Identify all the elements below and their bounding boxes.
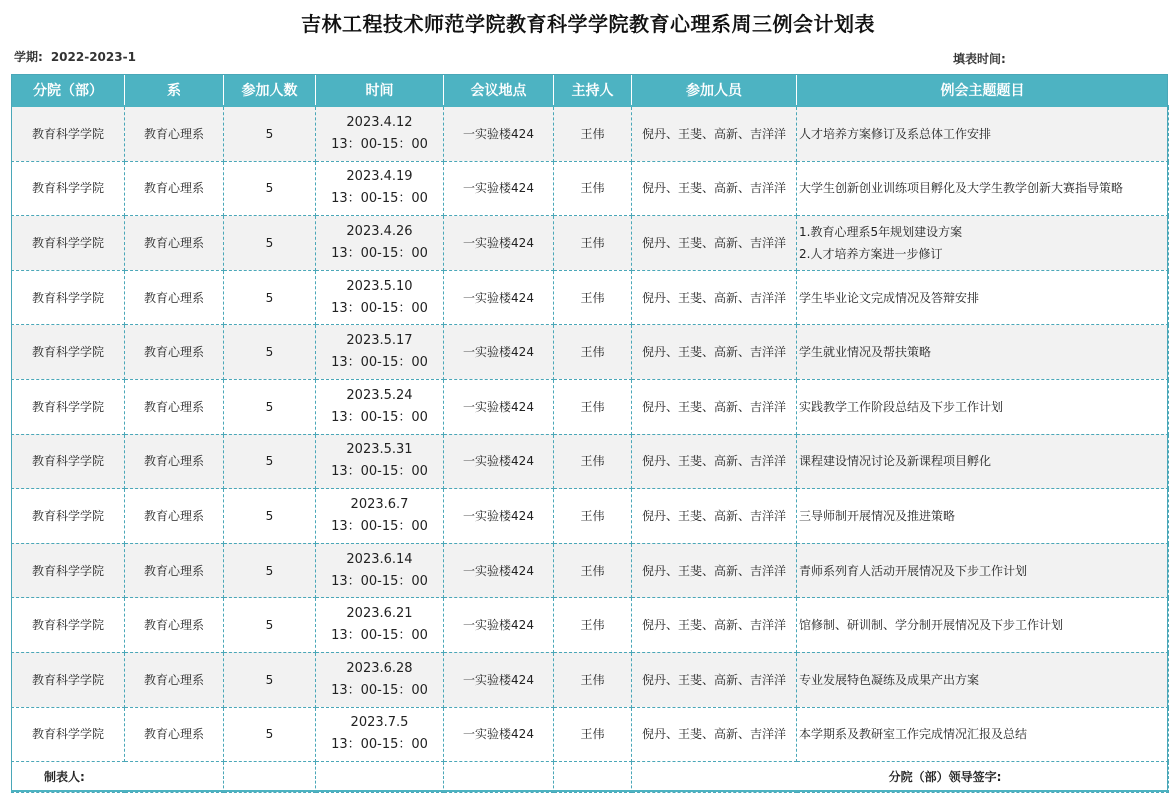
meeting-date: 2023.6.7 — [350, 496, 409, 512]
cell-place: 一实验楼424 — [444, 598, 554, 653]
cell-members: 倪丹、王斐、高新、吉洋洋 — [632, 270, 797, 325]
meeting-date: 2023.6.21 — [346, 606, 413, 622]
cell-college: 教育科学学院 — [12, 325, 125, 380]
cell-topic — [797, 379, 1169, 434]
table-row — [12, 379, 1169, 434]
meeting-date: 2023.4.19 — [346, 169, 413, 185]
cell-topic — [797, 652, 1169, 707]
cell-dept: 教育心理系 — [125, 379, 224, 434]
topic-line: 大学生创新创业训练项目孵化及大学生教学创新大赛指导策略 — [799, 181, 1124, 196]
footer-blank-host — [554, 762, 632, 793]
cell-count: 5 — [224, 434, 316, 489]
cell-topic — [797, 161, 1169, 216]
table-row — [12, 106, 1169, 161]
cell-place: 一实验楼424 — [444, 325, 554, 380]
cell-count: 5 — [224, 707, 316, 762]
table-row — [12, 161, 1169, 216]
cell-dept: 教育心理系 — [125, 161, 224, 216]
header-topic: 例会主题题目 — [797, 75, 1169, 107]
topic-line: 学生毕业论文完成情况及答辩安排 — [799, 290, 980, 305]
cell-topic — [797, 489, 1169, 544]
cell-count: 5 — [224, 543, 316, 598]
cell-time — [316, 325, 444, 380]
header-place: 会议地点 — [444, 75, 554, 107]
cell-dept: 教育心理系 — [125, 325, 224, 380]
cell-college: 教育科学学院 — [12, 707, 125, 762]
cell-members: 倪丹、王斐、高新、吉洋洋 — [632, 161, 797, 216]
table-row — [12, 489, 1169, 544]
cell-topic — [797, 543, 1169, 598]
meeting-time: 13：00-15：00 — [331, 409, 428, 425]
meeting-date: 2023.5.24 — [346, 387, 413, 403]
meeting-time: 13：00-15：00 — [331, 518, 428, 534]
cell-host: 王伟 — [554, 434, 632, 489]
cell-members: 倪丹、王斐、高新、吉洋洋 — [632, 543, 797, 598]
meeting-date: 2023.5.10 — [346, 278, 413, 294]
meeting-date: 2023.5.31 — [346, 442, 413, 458]
cell-place: 一实验楼424 — [444, 434, 554, 489]
cell-time — [316, 598, 444, 653]
table-row — [12, 434, 1169, 489]
meeting-date: 2023.4.12 — [346, 114, 413, 130]
term-value: 2022-2023-1 — [50, 50, 136, 64]
cell-time — [316, 161, 444, 216]
footer-blank-count — [224, 762, 316, 793]
cell-time — [316, 216, 444, 271]
topic-line: 馆修制、研训制、学分制开展情况及下步工作计划 — [799, 618, 1064, 633]
meeting-time: 13：00-15：00 — [331, 300, 428, 316]
cell-dept: 教育心理系 — [125, 489, 224, 544]
cell-members: 倪丹、王斐、高新、吉洋洋 — [632, 598, 797, 653]
table-body — [12, 106, 1169, 793]
cell-college: 教育科学学院 — [12, 106, 125, 161]
cell-members: 倪丹、王斐、高新、吉洋洋 — [632, 434, 797, 489]
cell-time — [316, 489, 444, 544]
cell-host: 王伟 — [554, 216, 632, 271]
table-row — [12, 598, 1169, 653]
cell-place: 一实验楼424 — [444, 270, 554, 325]
meeting-time: 13：00-15：00 — [331, 136, 428, 152]
meeting-date: 2023.6.28 — [346, 660, 413, 676]
cell-count: 5 — [224, 652, 316, 707]
fill-time-label: 填表时间: — [953, 52, 1006, 66]
cell-place: 一实验楼424 — [444, 379, 554, 434]
leader-sign-label: 分院（部）领导签字: — [632, 762, 1169, 793]
cell-members: 倪丹、王斐、高新、吉洋洋 — [632, 216, 797, 271]
topic-line: 三导师制开展情况及推进策略 — [799, 508, 956, 523]
cell-dept: 教育心理系 — [125, 106, 224, 161]
meeting-time: 13：00-15：00 — [331, 355, 428, 371]
meeting-time: 13：00-15：00 — [331, 628, 428, 644]
cell-college: 教育科学学院 — [12, 379, 125, 434]
cell-dept: 教育心理系 — [125, 543, 224, 598]
meeting-time: 13：00-15：00 — [331, 464, 428, 480]
cell-place: 一实验楼424 — [444, 216, 554, 271]
header-time: 时间 — [316, 75, 444, 107]
term-label: 学期: — [14, 50, 43, 64]
cell-count: 5 — [224, 325, 316, 380]
cell-members: 倪丹、王斐、高新、吉洋洋 — [632, 379, 797, 434]
table-row — [12, 543, 1169, 598]
table-row — [12, 325, 1169, 380]
cell-place: 一实验楼424 — [444, 652, 554, 707]
header-count: 参加人数 — [224, 75, 316, 107]
meeting-plan-table — [11, 74, 1169, 793]
cell-college: 教育科学学院 — [12, 652, 125, 707]
cell-count: 5 — [224, 161, 316, 216]
table-header-row — [12, 75, 1169, 107]
cell-time — [316, 707, 444, 762]
topic-line: 学生就业情况及帮扶策略 — [799, 345, 932, 360]
cell-time — [316, 434, 444, 489]
cell-time — [316, 543, 444, 598]
meeting-time: 13：00-15：00 — [331, 737, 428, 753]
table-row — [12, 707, 1169, 762]
meeting-time: 13：00-15：00 — [331, 245, 428, 261]
meeting-time: 13：00-15：00 — [331, 573, 428, 589]
cell-dept: 教育心理系 — [125, 652, 224, 707]
header-host: 主持人 — [554, 75, 632, 107]
maker-label: 制表人: — [12, 762, 224, 793]
cell-college: 教育科学学院 — [12, 161, 125, 216]
term-info — [14, 48, 136, 65]
cell-time — [316, 652, 444, 707]
cell-college: 教育科学学院 — [12, 598, 125, 653]
cell-members: 倪丹、王斐、高新、吉洋洋 — [632, 707, 797, 762]
cell-college: 教育科学学院 — [12, 434, 125, 489]
cell-host: 王伟 — [554, 379, 632, 434]
cell-time — [316, 270, 444, 325]
cell-topic — [797, 434, 1169, 489]
cell-host: 王伟 — [554, 543, 632, 598]
cell-college: 教育科学学院 — [12, 543, 125, 598]
cell-members: 倪丹、王斐、高新、吉洋洋 — [632, 106, 797, 161]
cell-place: 一实验楼424 — [444, 707, 554, 762]
cell-host: 王伟 — [554, 106, 632, 161]
topic-line: 课程建设情况讨论及新课程项目孵化 — [799, 454, 992, 469]
cell-host: 王伟 — [554, 270, 632, 325]
cell-dept: 教育心理系 — [125, 434, 224, 489]
cell-place: 一实验楼424 — [444, 543, 554, 598]
page-title: 吉林工程技术师范学院教育科学学院教育心理系周三例会计划表 — [301, 12, 875, 36]
cell-topic — [797, 270, 1169, 325]
cell-time — [316, 379, 444, 434]
cell-members: 倪丹、王斐、高新、吉洋洋 — [632, 325, 797, 380]
cell-host: 王伟 — [554, 707, 632, 762]
cell-place: 一实验楼424 — [444, 161, 554, 216]
cell-members: 倪丹、王斐、高新、吉洋洋 — [632, 652, 797, 707]
cell-host: 王伟 — [554, 489, 632, 544]
cell-dept: 教育心理系 — [125, 270, 224, 325]
topic-line: 2.人才培养方案进一步修订 — [799, 246, 943, 261]
topic-line: 本学期系及教研室工作完成情况汇报及总结 — [799, 727, 1028, 742]
cell-members: 倪丹、王斐、高新、吉洋洋 — [632, 489, 797, 544]
header-dept: 系 — [125, 75, 224, 107]
footer-blank-time — [316, 762, 444, 793]
topic-line: 人才培养方案修订及系总体工作安排 — [799, 126, 992, 141]
cell-place: 一实验楼424 — [444, 106, 554, 161]
footer-blank-place — [444, 762, 554, 793]
cell-dept: 教育心理系 — [125, 707, 224, 762]
cell-topic — [797, 598, 1169, 653]
cell-topic — [797, 325, 1169, 380]
cell-college: 教育科学学院 — [12, 216, 125, 271]
cell-host: 王伟 — [554, 161, 632, 216]
meeting-time: 13：00-15：00 — [331, 682, 428, 698]
meeting-date: 2023.4.26 — [346, 223, 413, 239]
meeting-date: 2023.5.17 — [346, 333, 413, 349]
cell-dept: 教育心理系 — [125, 216, 224, 271]
cell-place: 一实验楼424 — [444, 489, 554, 544]
meeting-time: 13：00-15：00 — [331, 191, 428, 207]
table-row — [12, 652, 1169, 707]
cell-count: 5 — [224, 379, 316, 434]
topic-line: 实践教学工作阶段总结及下步工作计划 — [799, 399, 1004, 414]
header-college: 分院（部） — [12, 75, 125, 107]
meeting-date: 2023.7.5 — [350, 715, 409, 731]
meeting-date: 2023.6.14 — [346, 551, 413, 567]
cell-time — [316, 106, 444, 161]
header-members: 参加人员 — [632, 75, 797, 107]
cell-count: 5 — [224, 216, 316, 271]
cell-college: 教育科学学院 — [12, 489, 125, 544]
topic-line: 1.教育心理系5年规划建设方案 — [799, 224, 963, 239]
cell-count: 5 — [224, 598, 316, 653]
cell-college: 教育科学学院 — [12, 270, 125, 325]
cell-host: 王伟 — [554, 325, 632, 380]
table-bottom-line — [11, 790, 1168, 792]
cell-host: 王伟 — [554, 652, 632, 707]
cell-dept: 教育心理系 — [125, 598, 224, 653]
table-row — [12, 216, 1169, 271]
table-footer-row — [12, 762, 1169, 793]
table-row — [12, 270, 1169, 325]
cell-count: 5 — [224, 270, 316, 325]
topic-line: 专业发展特色凝练及成果产出方案 — [799, 672, 980, 687]
cell-host: 王伟 — [554, 598, 632, 653]
cell-topic — [797, 707, 1169, 762]
cell-count: 5 — [224, 106, 316, 161]
cell-count: 5 — [224, 489, 316, 544]
cell-topic — [797, 216, 1169, 271]
cell-topic — [797, 106, 1169, 161]
topic-line: 青师系列育人活动开展情况及下步工作计划 — [799, 563, 1028, 578]
